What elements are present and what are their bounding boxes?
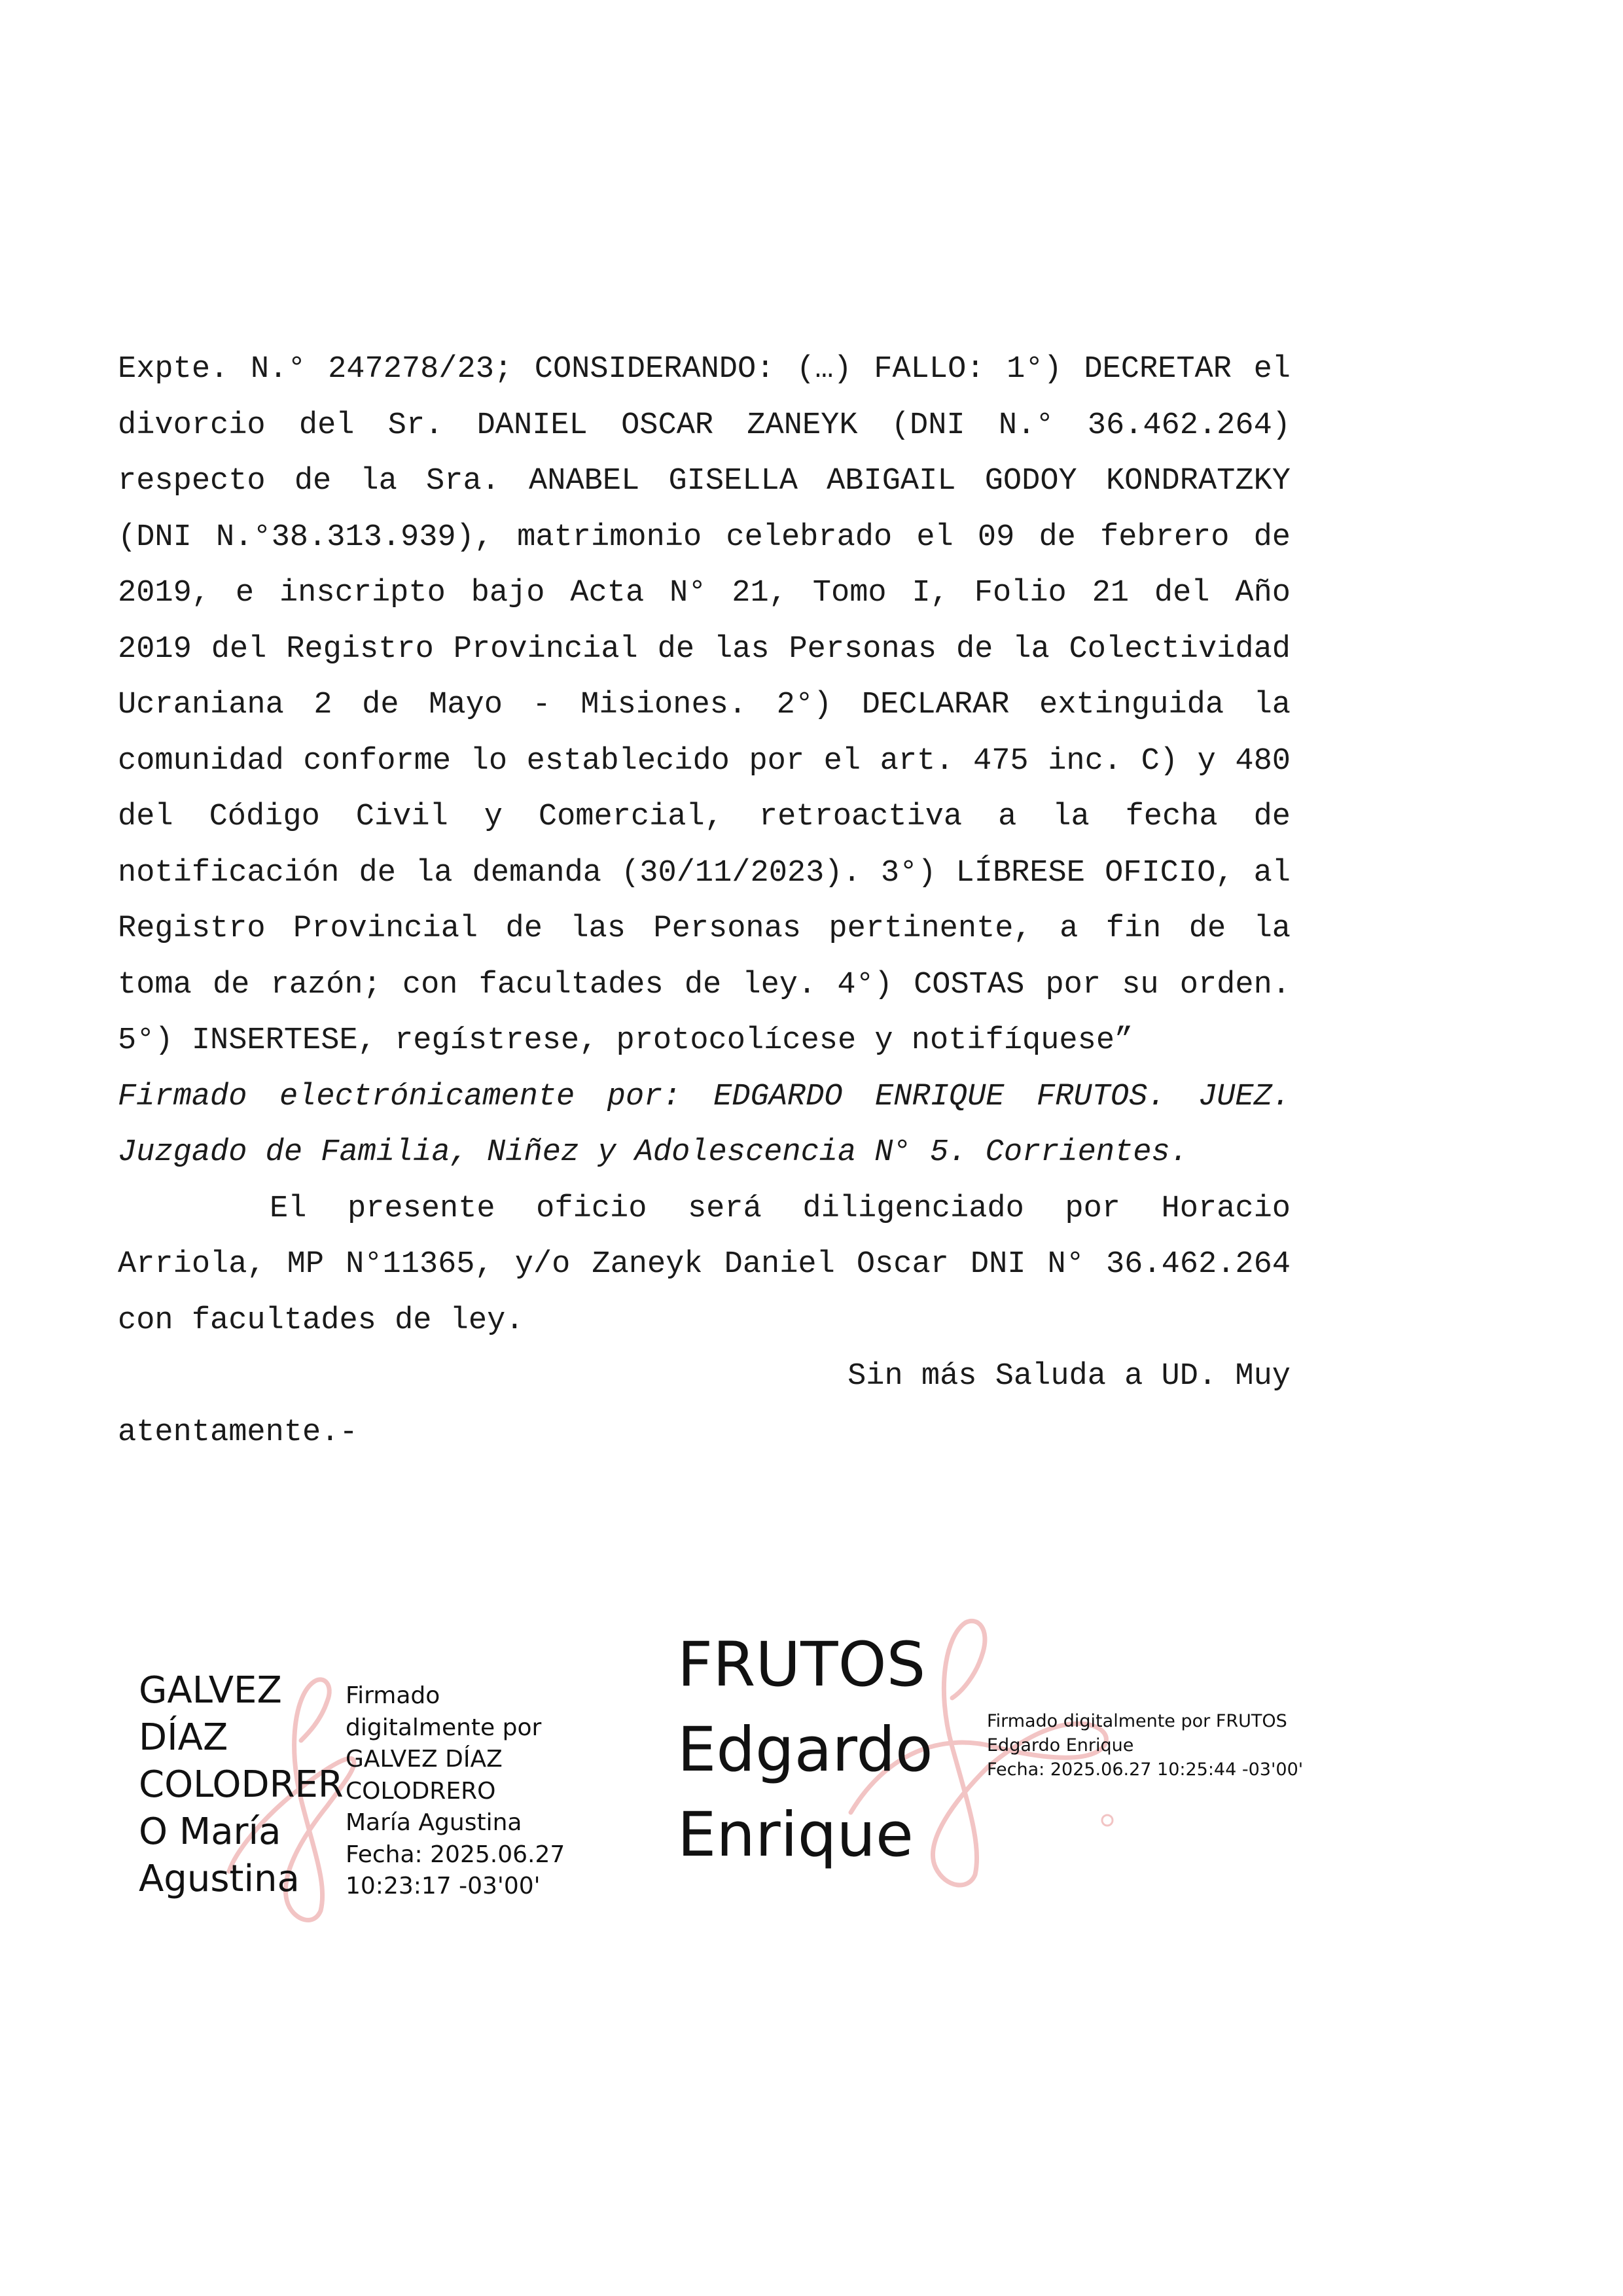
- signer-2-digital-signature-info: Firmado digitalmente por FRUTOS Edgardo Enrique Fecha: 2025.06.27 10:25:44 -03'00': [987, 1711, 1304, 1780]
- signer-1-name: GALVEZ DÍAZ COLODRER O María Agustina: [139, 1669, 344, 1900]
- diligencia-paragraph: El presente oficio será diligenciado por Horacio Arriola, MP N°11365, y/o Zaneyk Daniel Oscar DNI N° 36.462.264 con facultades de ley.: [118, 1191, 1291, 1338]
- fallo-paragraph: Expte. N.° 247278/23; CONSIDERANDO: (…) FALLO: 1°) DECRETAR el divorcio del Sr. DANIEL OSCAR ZANEYK (DNI N.° 36.462.264) respecto de la Sra. ANABEL GISELLA ABIGAIL GODOY KONDRATZKY (DNI N.°38.313.939), matrimonio celebrado el 09 de febrero de 2019, e inscripto bajo Acta N° 21, Tomo I, Folio 21 del Año 2019 del Registro Provincial de las Personas de la Colectividad Ucraniana 2 de Mayo - Misiones. 2°) DECLARAR extinguida la comunidad conforme lo establecido por el art. 475 inc. C) y 480 del Código Civil y Comercial, retroactiva a la fecha de notificación de la demanda (30/11/2023). 3°) LÍBRESE OFICIO, al Registro Provincial de las Personas pertinente, a fin de la toma de razón; con facultades de ley. 4°) COSTAS por su orden. 5°) INSERTESE, regístrese, protocolícese y notifíquese”: [118, 352, 1291, 1058]
- signer-1-digital-signature-info: Firmado digitalmente por GALVEZ DÍAZ COLODRERO María Agustina Fecha: 2025.06.27 10:23:17 -03'00': [346, 1682, 565, 1899]
- firma-electronica-paragraph: Firmado electrónicamente por: EDGARDO ENRIQUE FRUTOS. JUEZ. Juzgado de Familia, Niñez y Adolescencia N° 5. Corrientes.: [118, 1079, 1291, 1170]
- closing-line: atentamente.-: [118, 1415, 358, 1450]
- saludo-line: Sin más Saluda a UD. Muy: [847, 1359, 1291, 1394]
- signer-2-name: FRUTOS Edgardo Enrique: [677, 1629, 933, 1871]
- oficio-body: [118, 342, 1291, 1460]
